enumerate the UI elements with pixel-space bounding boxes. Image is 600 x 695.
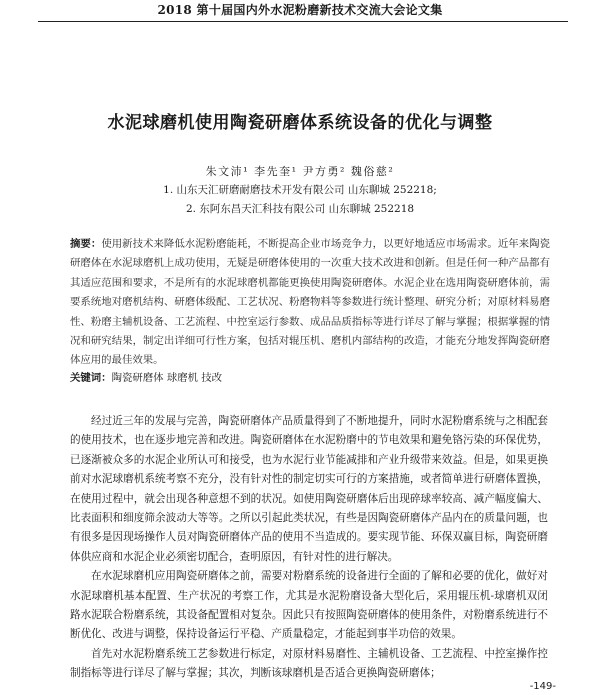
body-text <box>70 412 548 684</box>
abstract-label: 摘要： <box>70 238 102 250</box>
page-number: -149- <box>529 681 556 692</box>
paragraph: 首先对水泥粉磨系统工艺参数进行标定，对原材料易磨性、主辅机设备、工艺流程、中控室操作控制指标等进行详尽了解与掌握；其次，判断该球磨机是否适合更换陶瓷研磨体； <box>70 647 548 680</box>
paragraph: 经过近三年的发展与完善，陶瓷研磨体产品质量得到了不断地提升，同时水泥粉磨系统与之相配套的使用技术，也在逐步地完善和改进。陶瓷研磨体在水泥粉磨中的节电效果和避免铬污染的环保优势，已逐渐被众多的水泥企业所认可和接受，也为水泥行业节能减排和产业升级带来效益。但是，如果更换前对水泥球磨机系统考察不充分，没有针对性的制定切实可行的方案措施，或者简单进行研磨体置换，在使用过程中，就会出现各种意想不到的状况。如使用陶瓷研磨体后出现碎球率较高、减产幅度偏大、比表面积和细度筛余波动大等等。之所以引起此类状况，有些是因陶瓷研磨体产品内在的质量问题，也有很多是因现场操作人员对陶瓷研磨体产品的使用不当造成的。要实现节能、环保双赢目标，陶瓷研磨体供应商和水泥企业必须密切配合，查明原因，有针对性的进行解决。 <box>70 415 548 563</box>
keywords <box>70 369 550 388</box>
running-header: 2018 第十届国内外水泥粉磨新技术交流大会论文集 <box>157 3 443 17</box>
header-rule <box>38 21 568 22</box>
abstract <box>70 235 550 371</box>
affiliation-2: 2. 东阿东昌天汇科技有限公司 山东聊城 252218 <box>185 203 415 215</box>
paragraph: 在水泥球磨机应用陶瓷研磨体之前，需要对粉磨系统的设备进行全面的了解和必要的优化，做好对水泥球磨机基本配置、生产状况的考察工作，尤其是水泥粉磨设备大型化后，采用辊压机-球磨机双闭路水泥联合粉磨系统，其设备配置相对复杂。因此只有按照陶瓷研磨体的使用条件，对粉磨系统进行不断优化、改进与调整，保持设备运行平稳、产质量稳定，才能起到事半功倍的效果。 <box>70 570 548 641</box>
authors: 朱文沛¹ 李先奎¹ 尹方勇² 魏俗慈² <box>205 165 395 178</box>
paper-title: 水泥球磨机使用陶瓷研磨体系统设备的优化与调整 <box>107 113 493 133</box>
keywords-text: 陶瓷研磨体 球磨机 技改 <box>111 372 223 384</box>
affiliation-1: 1. 山东天汇研磨耐磨技术开发有限公司 山东聊城 252218; <box>163 184 437 196</box>
keywords-label: 关键词： <box>70 372 112 384</box>
abstract-text: 使用新技术来降低水泥粉磨能耗，不断提高企业市场竞争力，以更好地适应市场需求。近年来陶瓷研磨体在水泥球磨机上成功使用，无疑是研磨体使用的一次重大技术改进和创新。但是任何一种产品都有其适应范围和要求，不是所有的水泥球磨机都能更换使用陶瓷研磨体。水泥企业在选用陶瓷研磨体前，需要系统地对磨机结构、研磨体级配、工艺状况、粉磨物料等参数进行统计整理、研究分析；对原材料易磨性、粉磨主辅机设备、工艺流程、中控室运行参数、成品品质指标等进行详尽了解与掌握；根据掌握的情况和研究结果，制定出详细可行性方案，包括对辊压机、磨机内部结构的改造，才能充分地发挥陶瓷研磨体应用的最佳效果。 <box>70 238 551 367</box>
